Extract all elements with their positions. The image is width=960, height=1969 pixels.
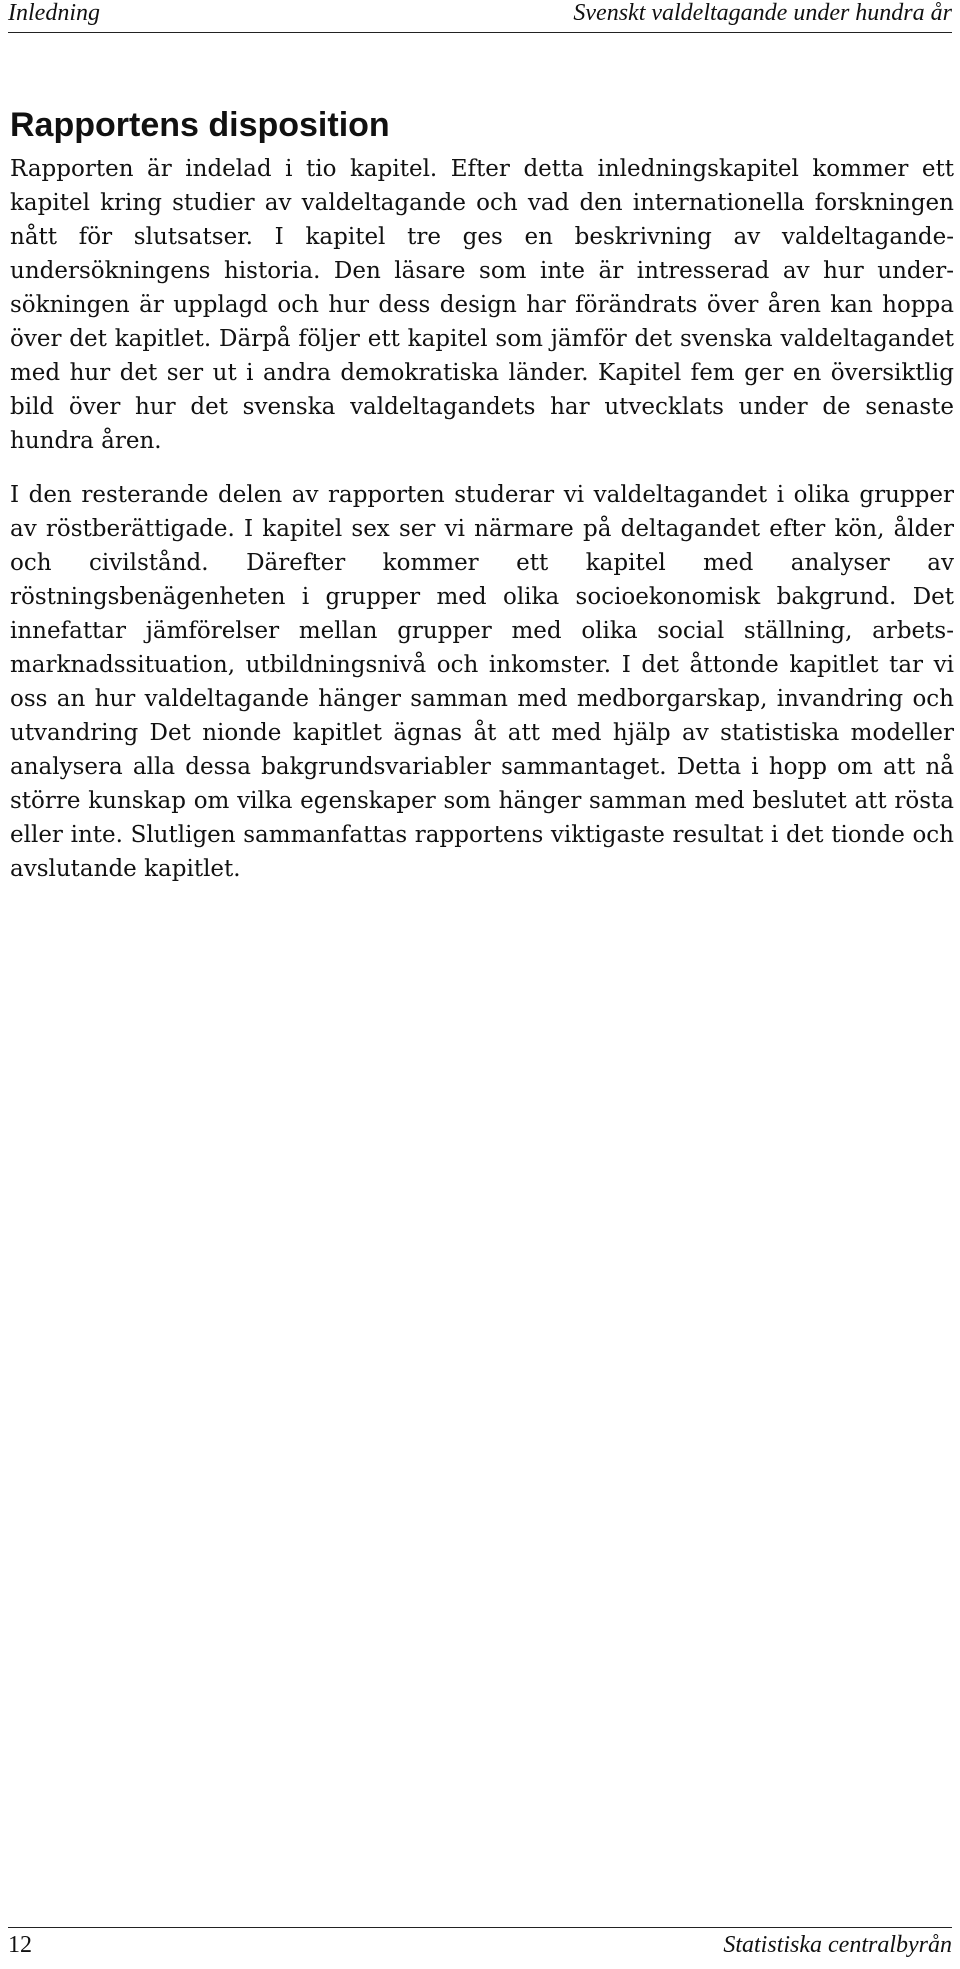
page-number: 12 [8,1932,32,1958]
paragraph-group-analyses: I den resterande delen av rapporten studerar vi valdeltagandet i olika grupper av röstberättigade. I kapitel sex ser vi närmare på deltagandet efter kön, ålder och civilstånd. Därefter kommer ett kapitel med analyser av röstningsbenägenheten i grupper med olika socioekonomisk bakgrund. Det innefattar jämförelser mellan grupper med olika social ställning, arbetsmarknadssituation, utbildningsnivå och inkomster. I det åttonde kapitlet tar vi oss an hur valdeltagande hänger samman med medborgarskap, invandring och utvandring Det nionde kapitlet ägnas åt att med hjälp av statistiska modeller analysera alla dessa bakgrundsvariabler sammantaget. Detta i hopp om att nå större kunskap om vilka egenskaper som hänger samman med beslutet att rösta eller inte. Slutligen sammanfattas rapportens viktigaste resultat i det tionde och avslutande kapitlet. [10,482,954,882]
section-title: Rapportens disposition [10,106,390,144]
running-header [8,0,952,33]
body-text [10,152,954,906]
report-title: Svenskt valdeltagande under hundra år [573,0,952,26]
running-footer [8,1927,952,1958]
chapter-name: Inledning [8,0,100,26]
paragraph-chapter-overview: Rapporten är indelad i tio kapitel. Efter detta inledningskapitel kommer ett kapitel kring studier av valdeltagande och vad den internationella forskningen nått för slutsatser. I kapitel tre ges en beskrivning av valdeltagandeundersökningens historia. Den läsare som inte är intresserad av hur undersökningen är upplagd och hur dess design har förändrats över åren kan hoppa över det kapitlet. Därpå följer ett kapitel som jämför det svenska valdeltagandet med hur det ser ut i andra demokratiska länder. Kapitel fem ger en översiktlig bild över hur det svenska valdeltagandets har utvecklats under de senaste hundra åren. [10,156,954,454]
publisher-name: Statistiska centralbyrån [723,1932,952,1958]
